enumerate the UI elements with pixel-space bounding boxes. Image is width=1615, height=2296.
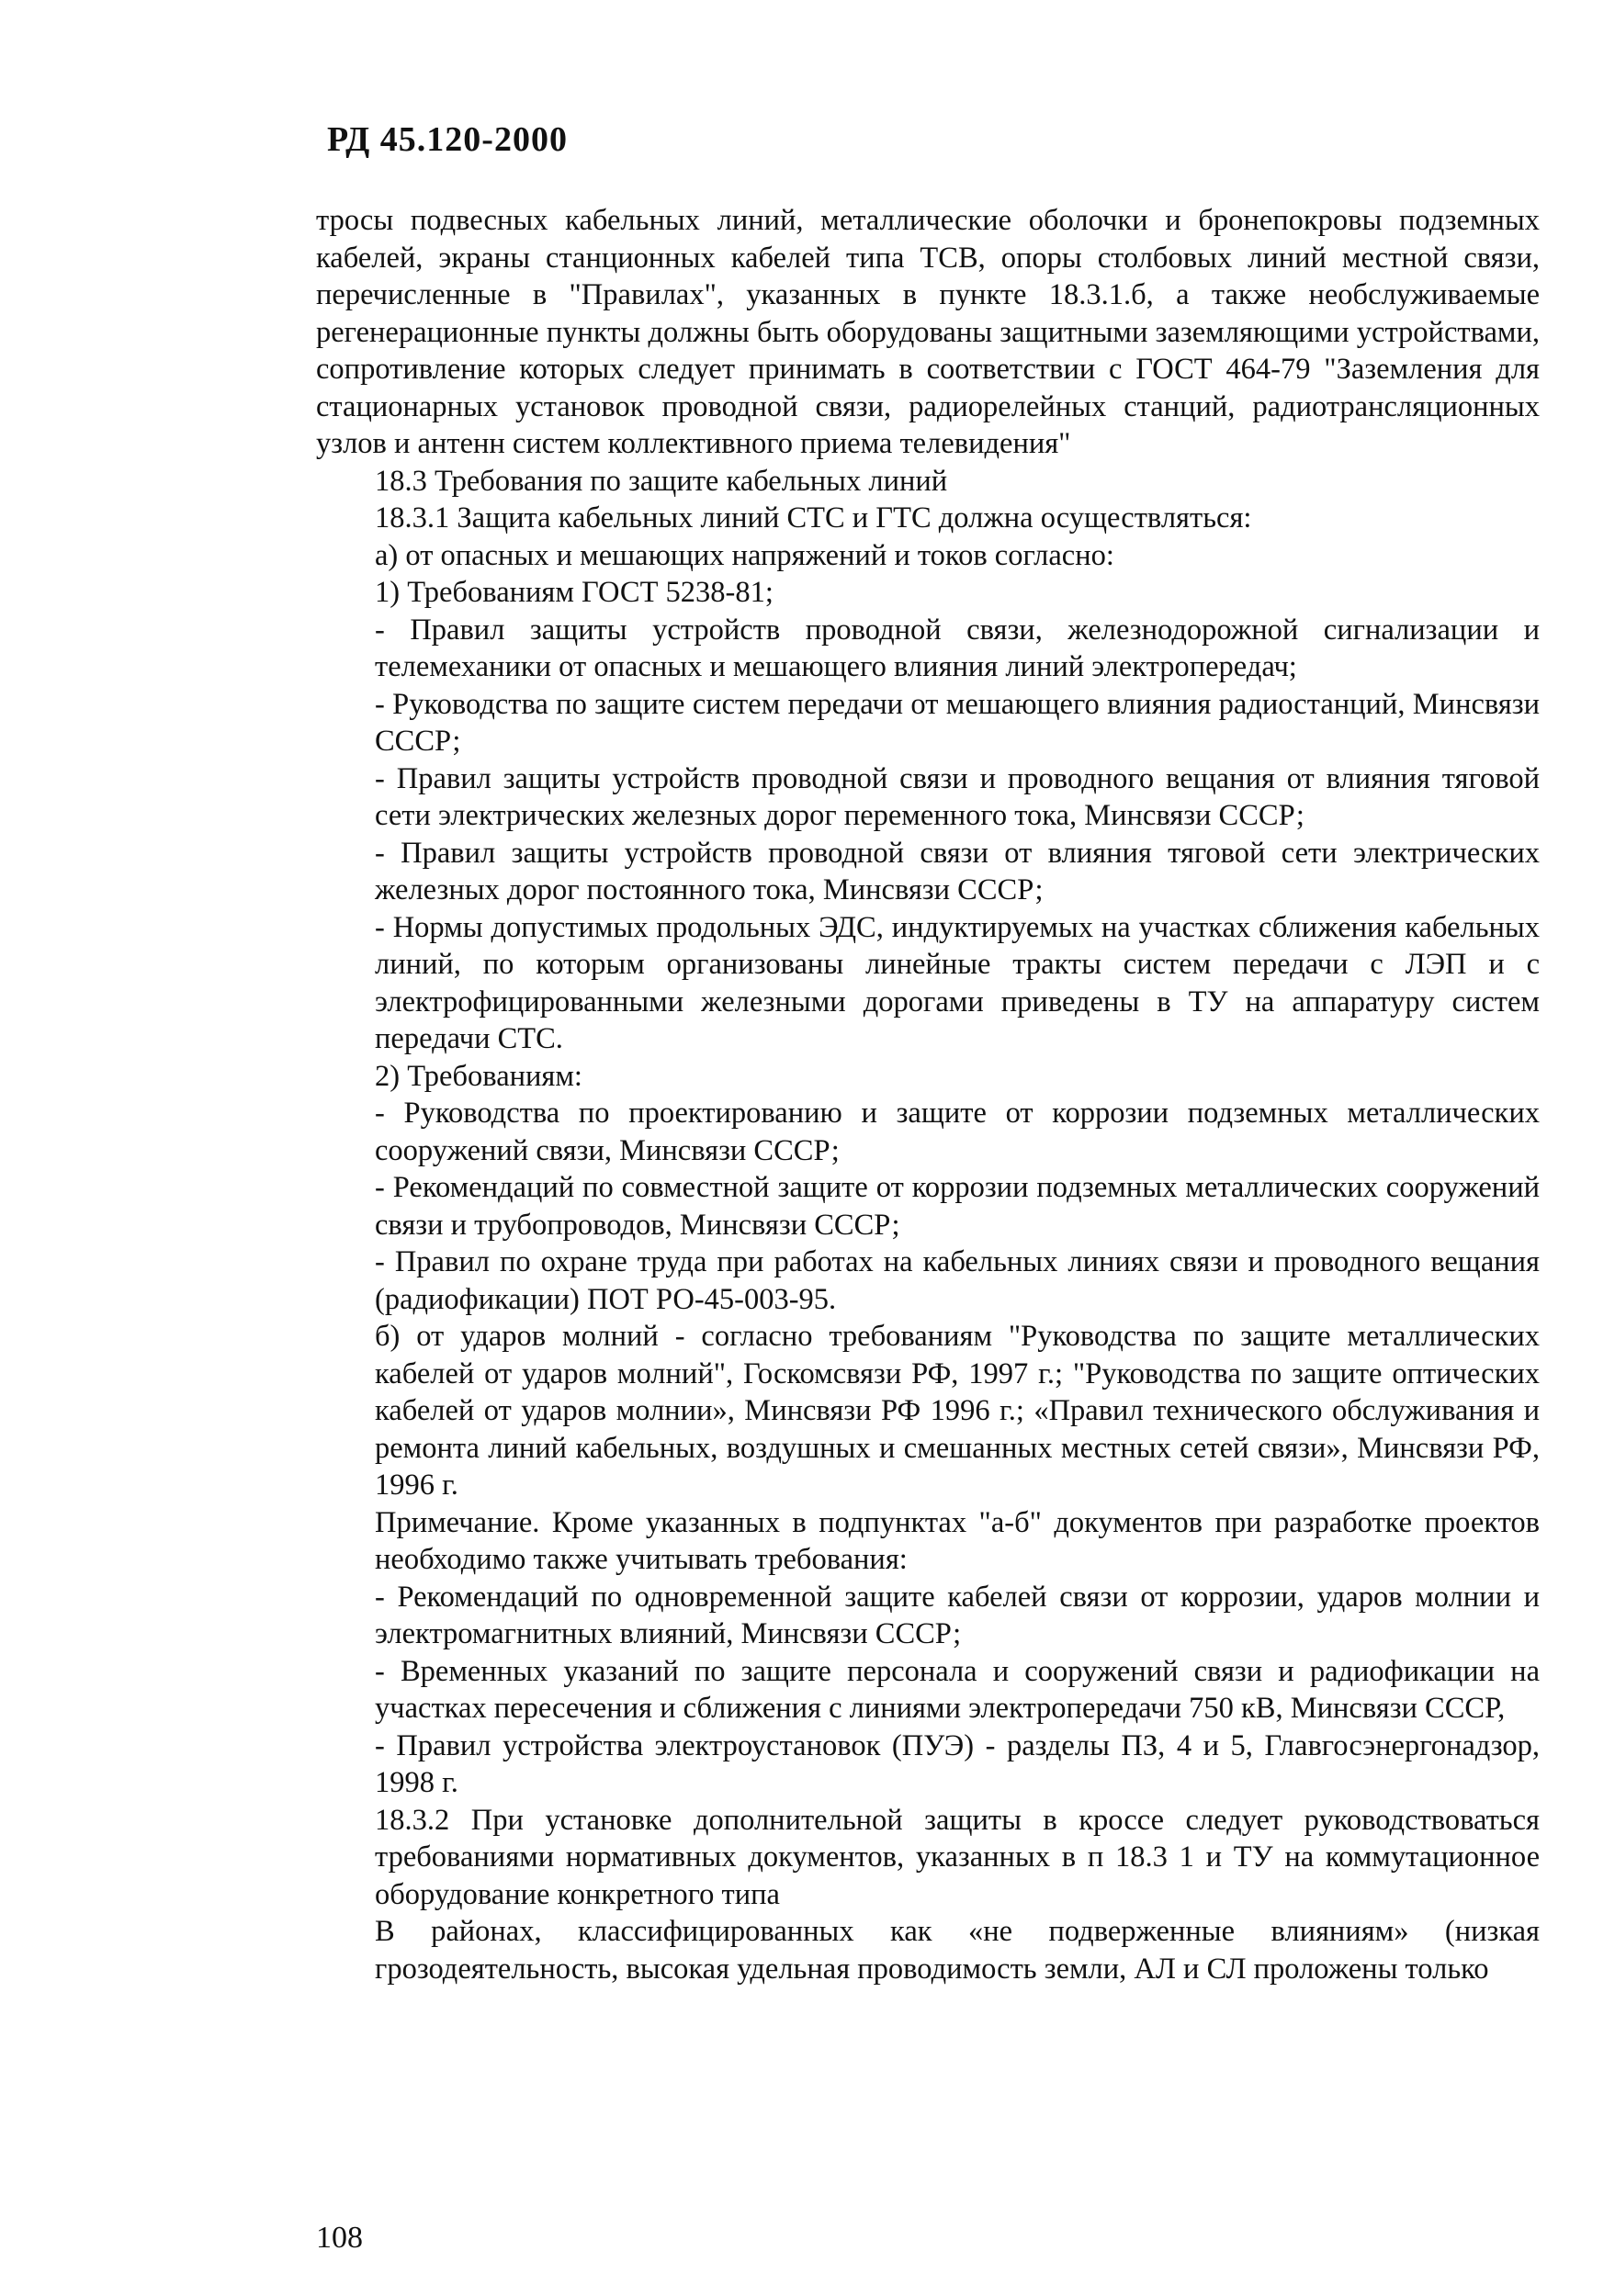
list-item: - Рекомендаций по совместной защите от коррозии подземных металлических сооружений связи и трубопроводов, Минсвязи СССР;: [375, 1171, 1540, 1242]
document-code-header: РД 45.120-2000: [327, 120, 568, 159]
list-item: - Правил защиты устройств проводной связи, железнодорожной сигнализации и телемеханики от опасных и мешающего влияния линий электропередач;: [375, 613, 1540, 683]
clause-18-3-1: 18.3.1 Защита кабельных линий СТС и ГТС должна осуществляться:: [375, 501, 1252, 535]
paragraph-regions: В районах, классифицированных как «не подверженные влияниям» (низкая грозодеятельность, высокая удельная проводимость земли, АЛ и СЛ проложены только: [375, 1915, 1540, 1986]
item-b: б) от ударов молний - согласно требованиям "Руководства по защите металлических кабелей от ударов молний", Госкомсвязи РФ, 1997 г.; "Руководства по защите оптических кабелей от ударов молнии», Минсвязи РФ 1996 г.; «Правил технического обслуживания и ремонта линий кабельных, воздушных и смешанных местных сетей связи», Минсвязи РФ, 1996 г.: [375, 1320, 1540, 1502]
list-item: - Правил защиты устройств проводной связи и проводного вещания от влияния тяговой сети электрических железных дорог переменного тока, Минсвязи СССР;: [375, 761, 1540, 832]
list-item: - Рекомендаций по одновременной защите кабелей связи от коррозии, ударов молнии и электромагнитных влияний, Минсвязи СССР;: [375, 1580, 1540, 1650]
list-item: - Нормы допустимых продольных ЭДС, индуктируемых на участках сближения кабельных линий, по которым организованы линейные тракты систем передачи с ЛЭП и с электрофицированными железными дорогами приведены в ТУ на аппаратуру систем передачи СТС.: [375, 910, 1540, 1055]
list-item: - Правил по охране труда при работах на кабельных линиях связи и проводного вещания (радиофикации) ПОТ РО-45-003-95.: [375, 1245, 1540, 1316]
list-item: - Правил устройства электроустановок (ПУЭ) - разделы ПЗ, 4 и 5, Главгосэнергонадзор, 1998 г.: [375, 1728, 1540, 1799]
item-a-2: 2) Требованиям:: [375, 1059, 582, 1093]
list-item: - Руководства по проектированию и защите от коррозии подземных металлических сооружений связи, Минсвязи СССР;: [375, 1097, 1540, 1167]
document-body: [316, 202, 1540, 1987]
item-a: а) от опасных и мешающих напряжений и токов согласно:: [375, 538, 1114, 572]
list-item: - Временных указаний по защите персонала и сооружений связи и радиофикации на участках пересечения и сближения с линиями электропередачи 750 кВ, Минсвязи СССР,: [375, 1654, 1540, 1725]
page-number: 108: [316, 2221, 363, 2255]
clause-18-3-2: 18.3.2 При установке дополнительной защиты в кроссе следует руководствоваться требованиями нормативных документов, указанных в п 18.3 1 и ТУ на коммутационное оборудование конкретного типа: [375, 1803, 1540, 1911]
paragraph-grounding-requirements: тросы подвесных кабельных линий, металлические оболочки и бронепокровы подземных кабелей, экраны станционных кабелей типа ТСВ, опоры столбовых линий местной связи, перечисленные в "Правилах", указанных в пункте 18.3.1.б, а также необслуживаемые регенерационные пункты должны быть оборудованы защитными заземляющими устройствами, сопротивление которых следует принимать в соответствии с ГОСТ 464-79 "Заземления для стационарных установок проводной связи, радиорелейных станций, радиотрансляционных узлов и антенн систем коллективного приема телевидения": [316, 204, 1540, 460]
note-paragraph: Примечание. Кроме указанных в подпунктах "а-б" документов при разработке проектов необходимо также учитывать требования:: [375, 1505, 1540, 1576]
section-heading-18-3: 18.3 Требования по защите кабельных линий: [375, 464, 948, 498]
item-a-1: 1) Требованиям ГОСТ 5238-81;: [375, 576, 774, 609]
list-item: - Руководства по защите систем передачи от мешающего влияния радиостанций, Минсвязи СССР;: [375, 687, 1540, 758]
list-item: - Правил защиты устройств проводной связи от влияния тяговой сети электрических железных дорог постоянного тока, Минсвязи СССР;: [375, 836, 1540, 906]
